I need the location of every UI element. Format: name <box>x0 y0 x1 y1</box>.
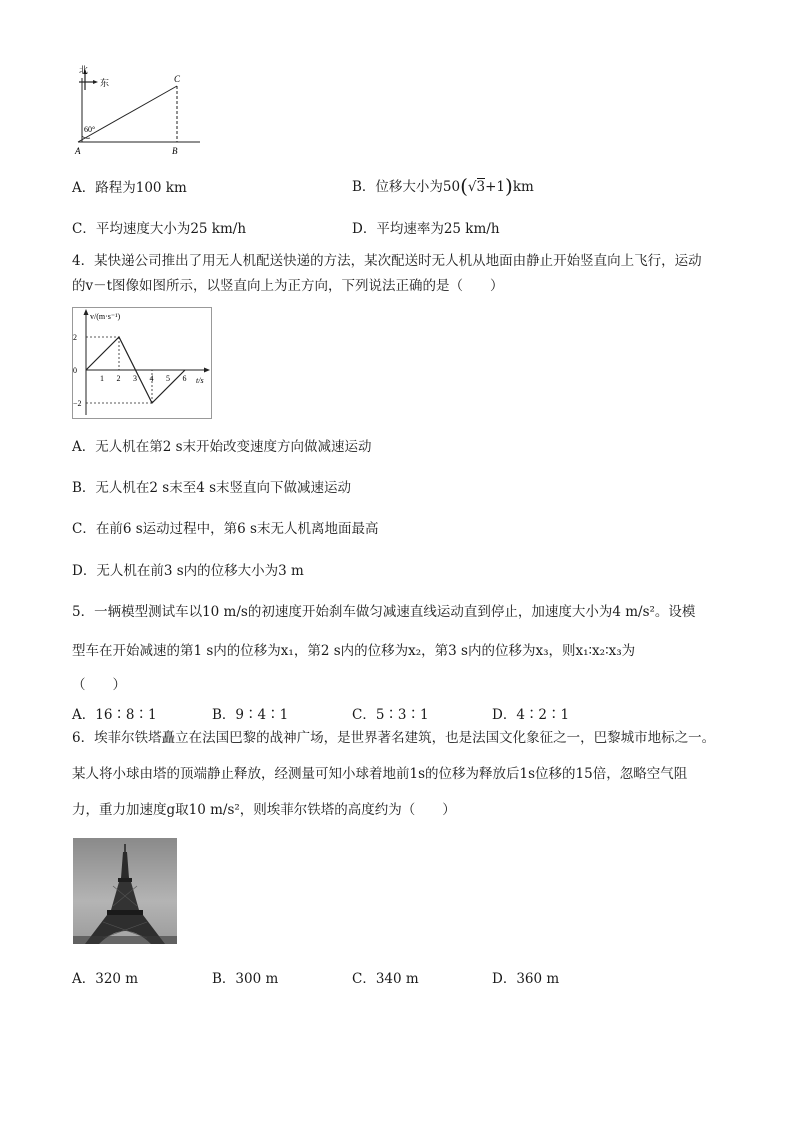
sqrt-icon: √ <box>467 179 477 195</box>
q3-option-d: D．平均速率为25 km/h <box>352 221 500 237</box>
q4-stem-line2: 的v－t图像如图所示，以竖直向上为正方向，下列说法正确的是（ ） <box>72 278 504 294</box>
x-axis-label: t/s <box>196 376 204 385</box>
q6-option-c: C．340 m <box>352 971 419 987</box>
y-tick-label: 0 <box>73 366 77 375</box>
q5-option-d: D．4∶2∶1 <box>492 707 570 723</box>
q6-option-a: A．320 m <box>72 971 139 987</box>
q6-option-b: B．300 m <box>212 971 279 987</box>
q3-option-a: A．路程为100 km <box>72 180 187 196</box>
q4-option-d: D．无人机在前3 s内的位移大小为3 m <box>72 563 304 579</box>
q5-stem-line1: 5．一辆模型测试车以10 m/s的初速度开始刹车做匀减速直线运动直到停止，加速度大小为4 m/s²。设模 <box>72 604 696 620</box>
q4-option-c: C．在前6 s运动过程中，第6 s末无人机离地面最高 <box>72 521 379 537</box>
y-axis-arrow-icon <box>84 309 89 315</box>
q6-option-d: D．360 m <box>492 971 560 987</box>
north-label: 北 <box>79 65 89 75</box>
q4-option-a: A．无人机在第2 s末开始改变速度方向做减速运动 <box>72 439 372 455</box>
q5-option-b: B．9∶4∶1 <box>212 707 289 723</box>
x-axis-arrow-icon <box>204 368 210 373</box>
y-axis-label: v/(m·s⁻¹) <box>90 312 121 321</box>
q5-stem-line2: 型车在开始减速的第1 s内的位移为x₁，第2 s内的位移为x₂，第3 s内的位移为x₃，则x₁∶x₂∶x₃为 <box>72 643 636 659</box>
q3-option-b-sqrt: 3 <box>476 179 486 195</box>
x-tick-label: 5 <box>166 374 170 383</box>
q6-stem-line2: 某人将小球由塔的顶端静止释放，经测量可知小球着地前1s的位移为释放后1s位移的15倍，忽略空气阻 <box>72 766 688 782</box>
point-c-label: C <box>174 74 181 84</box>
x-tick-label: 6 <box>182 374 187 383</box>
eiffel-tower-photo <box>73 838 177 944</box>
point-a-label: A <box>75 146 81 156</box>
q3-option-b-suffix: +1 <box>485 179 506 195</box>
x-tick-label: 1 <box>100 374 104 383</box>
q3-option-b-unit: km <box>512 179 534 195</box>
q3-option-c: C．平均速度大小为25 km/h <box>72 221 247 237</box>
x-tick-label: 3 <box>133 374 137 383</box>
q6-stem-line1: 6．埃菲尔铁塔矗立在法国巴黎的战神广场，是世界著名建筑，也是法国文化象征之一，巴黎城市地标之一。 <box>72 730 716 746</box>
q5-stem-line3: （ ） <box>72 677 126 693</box>
point-b-label: B <box>172 146 178 156</box>
vt-chart <box>72 307 212 419</box>
q5-option-a: A．16∶8∶1 <box>72 707 157 723</box>
q4-option-b: B．无人机在2 s末至4 s末竖直向下做减速运动 <box>72 480 352 496</box>
y-tick-label: 2 <box>73 333 77 342</box>
east-label: 东 <box>100 78 110 88</box>
angle-label: 60° <box>84 125 96 134</box>
direction-diagram <box>70 60 205 160</box>
q6-stem-line3: 力，重力加速度g取10 m/s²，则埃菲尔铁塔的高度约为（ ） <box>72 802 456 818</box>
q3-option-b: B．位移大小为50(√3+1)km <box>352 174 534 198</box>
x-tick-label: 4 <box>149 374 154 383</box>
q3-option-b-prefix: B．位移大小为50 <box>352 179 461 195</box>
q4-stem-line1: 4．某快递公司推出了用无人机配送快递的方法，某次配送时无人机从地面由静止开始竖直向上飞行，运动 <box>72 253 702 269</box>
x-tick-label: 2 <box>116 374 121 383</box>
y-tick-label: −2 <box>73 399 82 408</box>
q5-option-c: C．5∶3∶1 <box>352 707 429 723</box>
